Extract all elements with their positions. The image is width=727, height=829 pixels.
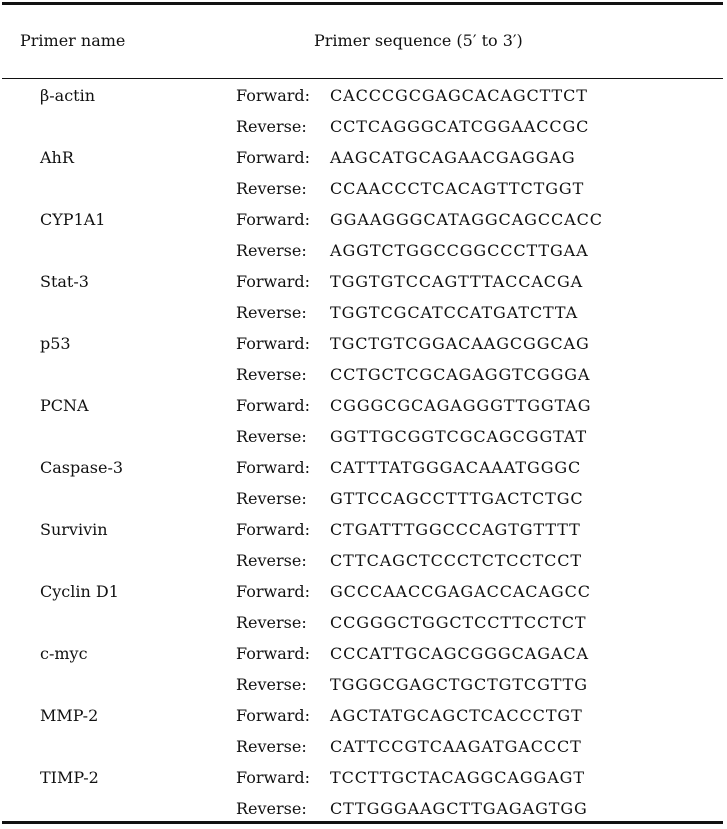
primer-sequence-cell: CCTCAGGGCATCGGAACCGC [330,117,590,136]
table-row [0,239,727,270]
primer-name-cell: Stat-3 [40,272,89,291]
table-header-rule [2,78,723,79]
primer-direction-label: Reverse: [236,799,307,818]
table-row [0,735,727,766]
primer-direction-label: Forward: [236,520,311,539]
table-row [0,611,727,642]
table-top-rule [2,2,723,5]
primer-name-cell: c-myc [40,644,88,663]
primer-direction-label: Forward: [236,86,311,105]
primer-sequence-cell: CGGGCGCAGAGGGTTGGTAG [330,396,592,415]
table-row [0,673,727,704]
primer-direction-label: Forward: [236,644,311,663]
primer-direction-label: Forward: [236,706,311,725]
primer-sequence-cell: GGAAGGGCATAGGCAGCCACC [330,210,603,229]
table-row [0,177,727,208]
table-row [0,84,727,115]
primer-sequence-cell: CCAACCCTCACAGTTCTGGT [330,179,585,198]
primer-name-cell: TIMP-2 [40,768,99,787]
primer-sequence-cell: TGCTGTCGGACAAGCGGCAG [330,334,590,353]
primer-sequence-cell: CATTTATGGGACAAATGGGC [330,458,582,477]
table-row [0,208,727,239]
primer-direction-label: Forward: [236,582,311,601]
table-row [0,332,727,363]
table-row [0,456,727,487]
primer-sequence-cell: CCGGGCTGGCTCCTTCCTCT [330,613,587,632]
table-row [0,425,727,456]
primer-direction-label: Forward: [236,768,311,787]
primer-sequence-cell: CATTCCGTCAAGATGACCCT [330,737,582,756]
primer-sequence-cell: CTTGGGAAGCTTGAGAGTGG [330,799,588,818]
table-row [0,642,727,673]
primer-sequence-cell: CACCCGCGAGCACAGCTTCT [330,86,588,105]
primer-sequence-cell: AGCTATGCAGCTCACCCTGT [330,706,583,725]
table-row [0,115,727,146]
table-row [0,704,727,735]
primer-direction-label: Forward: [236,148,311,167]
primer-sequence-cell: CTGATTTGGCCCAGTGTTTT [330,520,581,539]
primer-name-cell: p53 [40,334,71,353]
primer-sequence-cell: CTTCAGCTCCCTCTCCTCCT [330,551,582,570]
primer-direction-label: Forward: [236,458,311,477]
table-row [0,487,727,518]
table-row [0,301,727,332]
primer-sequence-cell: GCCCAACCGAGACCACAGCC [330,582,591,601]
primer-name-cell: Caspase-3 [40,458,124,477]
primer-sequence-cell: GGTTGCGGTCGCAGCGGTAT [330,427,588,446]
primer-name-cell: Cyclin D1 [40,582,119,601]
primer-direction-label: Reverse: [236,737,307,756]
primer-direction-label: Reverse: [236,365,307,384]
primer-sequence-cell: CCCATTGCAGCGGGCAGACA [330,644,589,663]
primer-sequence-cell: TCCTTGCTACAGGCAGGAGT [330,768,585,787]
table-row [0,270,727,301]
primer-direction-label: Reverse: [236,427,307,446]
primer-direction-label: Reverse: [236,613,307,632]
column-header-primer-name: Primer name [20,31,126,50]
primer-direction-label: Forward: [236,210,311,229]
primer-direction-label: Forward: [236,396,311,415]
primer-direction-label: Reverse: [236,241,307,260]
primer-direction-label: Reverse: [236,489,307,508]
primer-direction-label: Reverse: [236,675,307,694]
primer-sequence-cell: TGGGCGAGCTGCTGTCGTTG [330,675,588,694]
primer-name-cell: AhR [40,148,74,167]
primer-direction-label: Forward: [236,334,311,353]
primer-sequence-cell: TGGTCGCATCCATGATCTTA [330,303,579,322]
primer-name-cell: PCNA [40,396,89,415]
primer-name-cell: β-actin [40,86,96,105]
primer-sequence-cell: GTTCCAGCCTTTGACTCTGC [330,489,584,508]
primer-sequence-cell: CCTGCTCGCAGAGGTCGGGA [330,365,591,384]
primer-name-cell: Survivin [40,520,108,539]
table-row [0,363,727,394]
primer-direction-label: Reverse: [236,179,307,198]
primer-direction-label: Forward: [236,272,311,291]
primer-sequence-cell: AGGTCTGGCCGGCCCTTGAA [330,241,589,260]
table-row [0,766,727,797]
table-bottom-rule [2,821,723,824]
table-body [0,84,727,828]
primer-name-cell: MMP-2 [40,706,99,725]
primer-direction-label: Reverse: [236,303,307,322]
primer-direction-label: Reverse: [236,551,307,570]
table-row [0,394,727,425]
primer-direction-label: Reverse: [236,117,307,136]
table-row [0,146,727,177]
primer-sequence-cell: TGGTGTCCAGTTTACCACGA [330,272,584,291]
table-row [0,518,727,549]
table-row [0,580,727,611]
primer-name-cell: CYP1A1 [40,210,106,229]
primer-sequence-cell: AAGCATGCAGAACGAGGAG [330,148,576,167]
column-header-primer-sequence: Primer sequence (5′ to 3′) [314,31,523,50]
table-row [0,549,727,580]
